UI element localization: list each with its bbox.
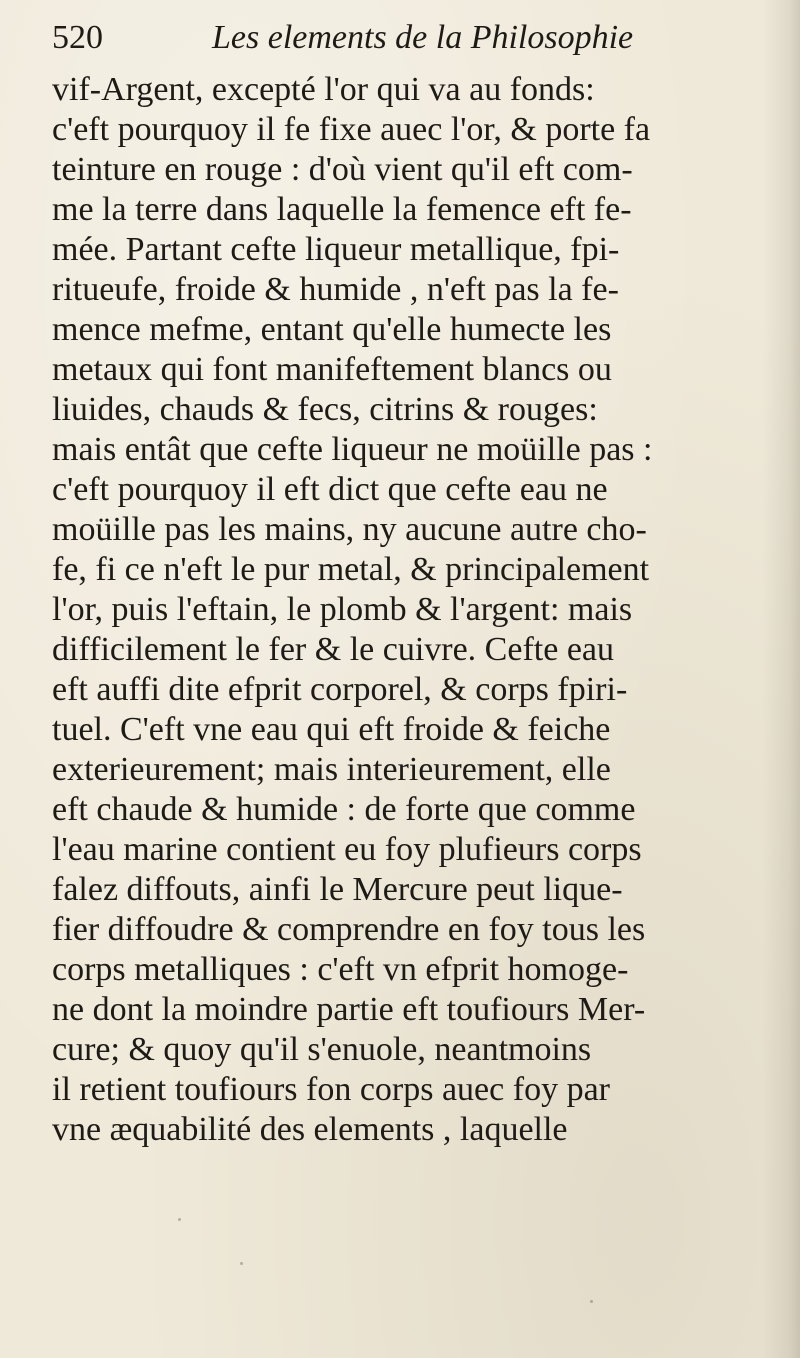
paper-speck: [590, 1300, 593, 1303]
text-line: ne dont la moindre partie eft toufiours Mer-: [52, 991, 646, 1028]
text-line: mence mefme, entant qu'elle humecte les: [52, 311, 612, 348]
text-line: falez diffouts, ainfi le Mercure peut lique-: [52, 871, 623, 908]
page-gutter-shadow: [762, 0, 800, 1358]
text-line: eft chaude & humide : de forte que comme: [52, 791, 636, 828]
text-line: teinture en rouge : d'où vient qu'il eft com-: [52, 151, 633, 188]
text-line: vif-Argent, excepté l'or qui va au fonds:: [52, 71, 595, 108]
text-line: tuel. C'eft vne eau qui eft froide & feiche: [52, 711, 611, 748]
text-line: mais entât que cefte liqueur ne moüille pas :: [52, 431, 653, 468]
text-line: c'eft pourquoy il eft dict que cefte eau ne: [52, 471, 608, 508]
text-line: mée. Partant cefte liqueur metallique, fpi-: [52, 231, 620, 268]
body-text: [52, 70, 762, 1150]
text-line: difficilement le fer & le cuivre. Cefte eau: [52, 631, 614, 668]
text-line: corps metalliques : c'eft vn efprit homoge-: [52, 951, 629, 988]
text-line: metaux qui font manifeftement blancs ou: [52, 351, 612, 388]
text-line: moüille pas les mains, ny aucune autre cho-: [52, 511, 647, 548]
running-title: Les elements de la Philosophie: [212, 19, 634, 56]
paper-speck: [240, 1262, 243, 1265]
text-line: c'eft pourquoy il fe fixe auec l'or, & porte fa: [52, 111, 651, 148]
text-line: l'or, puis l'eftain, le plomb & l'argent: mais: [52, 591, 633, 628]
text-line: me la terre dans laquelle la femence eft fe-: [52, 191, 632, 228]
text-line: fier diffoudre & comprendre en foy tous les: [52, 911, 646, 948]
page-header: [52, 14, 732, 62]
page-number: 520: [52, 19, 103, 56]
text-line: il retient toufiours fon corps auec foy par: [52, 1071, 610, 1108]
text-line: vne æquabilité des elements , laquelle: [52, 1111, 568, 1148]
text-line: ritueufe, froide & humide , n'eft pas la fe-: [52, 271, 619, 308]
text-line: l'eau marine contient eu foy plufieurs corps: [52, 831, 642, 868]
text-line: fe, fi ce n'eft le pur metal, & principalement: [52, 551, 650, 588]
text-line: cure; & quoy qu'il s'enuole, neantmoins: [52, 1031, 592, 1068]
text-line: eft auffi dite efprit corporel, & corps fpiri-: [52, 671, 628, 708]
text-line: exterieurement; mais interieurement, elle: [52, 751, 611, 788]
text-line: liuides, chauds & fecs, citrins & rouges:: [52, 391, 598, 428]
paper-speck: [178, 1218, 181, 1221]
